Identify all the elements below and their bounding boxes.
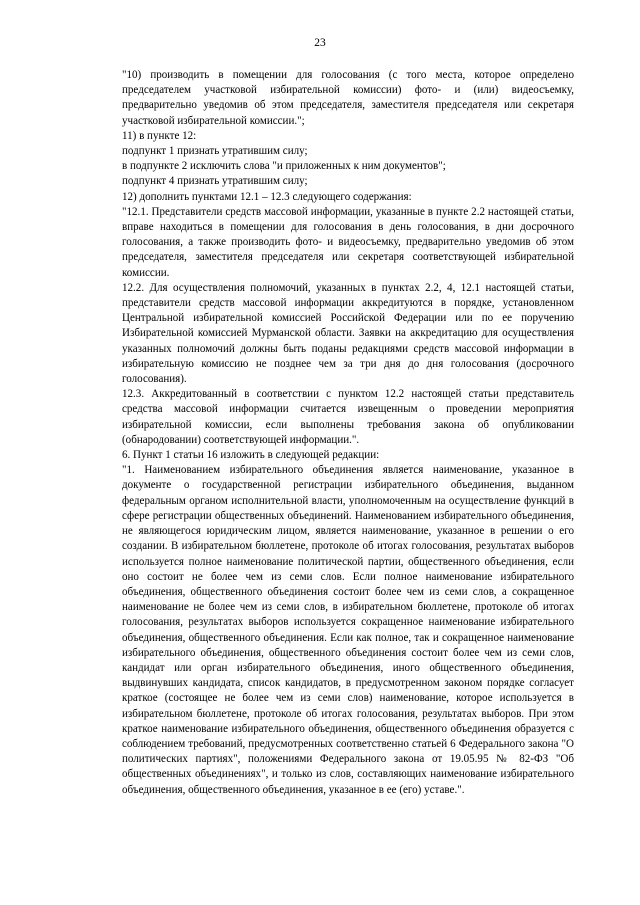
paragraph-article-16-point-1: "1. Наименованием избирательного объединения является наименование, указанное в документе о государственной регистрации избирательного объединения, выданном федеральным органом исполнительной власти, уполномоченным на осуществление функций в сфере регистрации общественных объединений. Наименованием избирательного объединения, не являющегося юридическим лицом, является наименование, указанное в решении о его создании. В избирательном бюллетене, протоколе об итогах голосования, результатах выборов используется полное наименование политической партии, общественного объединения, если оно состоит не более чем из семи слов. Если полное наименование избирательного объединения, общественного объединения состоит более чем из семи слов, а сокращенное наименование не более чем из семи слов, в избирательном бюллетене, протоколе об итогах голосования, результатах выборов используется сокращенное наименование избирательного объединения, общественного объединения. Если как полное, так и сокращенное наименование избирательного объединения, общественного объединения состоит более чем из семи слов, кандидат или орган избирательного объединения, иного общественного объединения, выдвинувших кандидата, список кандидатов, в предусмотренном законом порядке согласует краткое (состоящее не более чем из семи слов) наименование, которое используется в избирательном бюллетене, протоколе об итогах голосования, результатах выборов. При этом краткое наименование избирательного объединения, общественного объединения образуется с соблюдением требований, предусмотренных соответственно статьей 6 Федерального закона "О политических партиях", положениями Федерального закона от 19.05.95 № 82-ФЗ "Об общественных объединениях", и только из слов, составляющих наименование избирательного объединения, общественного объединения, указанное в ее (его) уставе.". [122, 464, 574, 796]
paragraph-12-3: 12.3. Аккредитованный в соответствии с пунктом 12.2 настоящей статьи представитель средства массовой информации считается извещенным о проведении мероприятия избирательной комиссии, если выполнены требования закона об опубликовании (обнародовании) соответствующей информации.". [122, 388, 574, 446]
paragraph-item-12: 12) дополнить пунктами 12.1 – 12.3 следующего содержания: [122, 190, 412, 203]
document-body [122, 68, 574, 798]
paragraph-item-10: "10) производить в помещении для голосования (с того места, которое определено председателем участковой избирательной комиссии) фото- и (или) видеосъемку, предварительно уведомив об этом председателя, заместителя председателя или секретаря участковой избирательной комиссии."; [122, 69, 574, 127]
paragraph-subitem-1: подпункт 1 признать утратившим силу; [122, 145, 308, 158]
paragraph-subitem-2: в подпункте 2 исключить слова "и приложенных к ним документов"; [122, 160, 446, 173]
paragraph-item-11: 11) в пункте 12: [122, 129, 197, 142]
page-number: 23 [314, 37, 326, 49]
paragraph-point-6: 6. Пункт 1 статьи 16 изложить в следующей редакции: [122, 449, 380, 462]
paragraph-12-2: 12.2. Для осуществления полномочий, указанных в пунктах 2.2, 4, 12.1 настоящей статьи, представители средств массовой информации аккредитуются в порядке, установленном Центральной избирательной комиссией Российской Федерации или по ее поручению Избирательной комиссией Мурманской области. Заявки на аккредитацию для осуществления указанных полномочий должны быть поданы редакциями средств массовой информации в избирательную комиссию не позднее чем за три дня до дня голосования (досрочного голосования). [122, 281, 574, 386]
paragraph-subitem-4: подпункт 4 признать утратившим силу; [122, 175, 308, 188]
paragraph-12-1: "12.1. Представители средств массовой информации, указанные в пункте 2.2 настоящей статьи, вправе находиться в помещении для голосования в день голосования, в дни досрочного голосования, а также производить фото- и видеосъемку, предварительно уведомив об этом председателя, заместителя председателя или секретаря соответствующей избирательной комиссии. [122, 205, 574, 279]
